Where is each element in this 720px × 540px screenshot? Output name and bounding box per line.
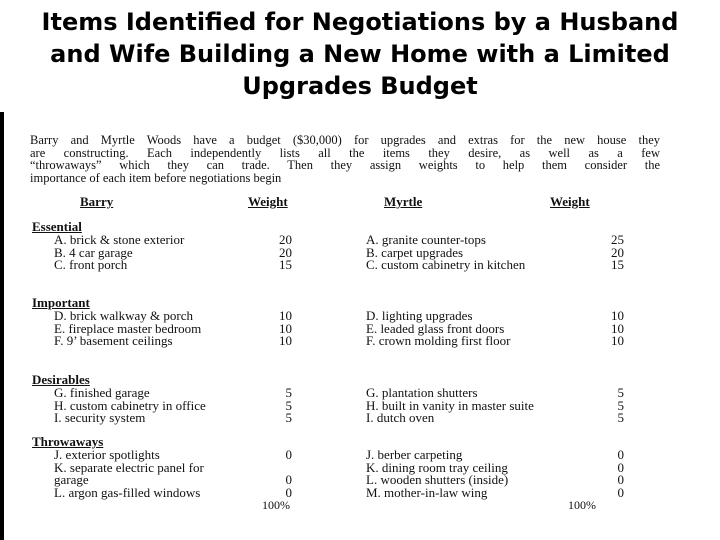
myrtle-weight: 0	[617, 446, 624, 462]
barry-weight: 10	[279, 307, 292, 323]
myrtle-weight: 0	[617, 459, 624, 475]
category-heading: Desirables	[32, 372, 90, 387]
myrtle-total: 100%	[568, 498, 596, 512]
myrtle-item: K. dining room tray ceiling	[366, 459, 508, 475]
barry-item: J. exterior spotlights	[54, 446, 160, 462]
myrtle-weight: 0	[617, 485, 624, 501]
myrtle-item: A. granite counter-tops	[366, 231, 486, 247]
barry-item: G. finished garage	[54, 384, 150, 400]
barry-item: garage	[54, 472, 89, 488]
myrtle-item: F. crown molding first floor	[366, 333, 511, 349]
myrtle-item: C. custom cabinetry in kitchen	[366, 257, 526, 273]
category-heading: Throwaways	[32, 434, 104, 449]
scanned-document	[30, 134, 660, 184]
myrtle-item: L. wooden shutters (inside)	[366, 472, 509, 488]
barry-weight: 10	[279, 320, 292, 336]
myrtle-item: H. built in vanity in master suite	[366, 397, 534, 413]
myrtle-item: E. leaded glass front doors	[366, 320, 505, 336]
intro-line: “throwaways” which they can trade. Then they assign weights to help them consider the	[30, 158, 660, 172]
myrtle-item: G. plantation shutters	[366, 384, 478, 400]
myrtle-weight: 5	[617, 384, 624, 400]
myrtle-column-header: Myrtle	[384, 194, 423, 209]
myrtle-item: I. dutch oven	[366, 410, 435, 426]
myrtle-weight: 5	[617, 410, 624, 426]
barry-total: 100%	[262, 498, 290, 512]
barry-item: L. argon gas-filled windows	[54, 485, 201, 501]
barry-weight: 20	[279, 231, 292, 247]
title-line-1: Items Identified for Negotiations by a Husband	[41, 8, 679, 36]
barry-column-header: Barry	[80, 194, 114, 209]
barry-weight: 20	[279, 244, 292, 260]
barry-weight: 5	[285, 410, 292, 426]
barry-item: C. front porch	[54, 257, 128, 273]
myrtle-weight: 10	[611, 333, 624, 349]
myrtle-weight: 0	[617, 472, 624, 488]
barry-item: B. 4 car garage	[54, 244, 133, 260]
barry-item: K. separate electric panel for	[54, 459, 204, 475]
intro-line: importance of each item before negotiations begin	[30, 170, 282, 185]
barry-weight-header: Weight	[248, 194, 288, 209]
barry-weight: 0	[285, 446, 292, 462]
barry-item: H. custom cabinetry in office	[54, 397, 206, 413]
barry-weight: 5	[285, 397, 292, 413]
barry-weight: 5	[285, 384, 292, 400]
barry-item: I. security system	[54, 410, 146, 426]
intro-line: are constructing. Each independently lists all the items they desire, as well as a few	[30, 145, 660, 160]
title-line-2: and Wife Building a New Home with a Limited	[50, 40, 670, 68]
intro-line: Barry and Myrtle Woods have a budget ($30,000) for upgrades and extras for the new house they	[30, 133, 660, 147]
barry-weight: 0	[285, 485, 292, 501]
barry-weight: 15	[279, 257, 292, 273]
left-border-bar	[0, 112, 4, 540]
barry-item: E. fireplace master bedroom	[54, 320, 202, 336]
category-heading: Essential	[32, 219, 82, 234]
myrtle-weight: 25	[611, 231, 624, 247]
slide-title	[0, 6, 720, 102]
title-line-3: Upgrades Budget	[242, 72, 478, 100]
barry-item: D. brick walkway & porch	[54, 307, 193, 323]
barry-item: A. brick & stone exterior	[54, 231, 185, 247]
myrtle-weight: 15	[611, 257, 624, 273]
barry-item: F. 9’ basement ceilings	[54, 333, 173, 349]
barry-weight: 0	[285, 472, 292, 488]
myrtle-weight: 5	[617, 397, 624, 413]
myrtle-item: M. mother-in-law wing	[366, 485, 488, 501]
intro-paragraph	[30, 134, 660, 184]
barry-weight: 10	[279, 333, 292, 349]
myrtle-item: B. carpet upgrades	[366, 244, 464, 260]
myrtle-weight-header: Weight	[550, 194, 590, 209]
myrtle-item: J. berber carpeting	[366, 446, 463, 462]
category-heading: Important	[32, 295, 90, 310]
myrtle-weight: 10	[611, 320, 624, 336]
myrtle-weight: 10	[611, 307, 624, 323]
myrtle-weight: 20	[611, 244, 624, 260]
myrtle-item: D. lighting upgrades	[366, 307, 473, 323]
